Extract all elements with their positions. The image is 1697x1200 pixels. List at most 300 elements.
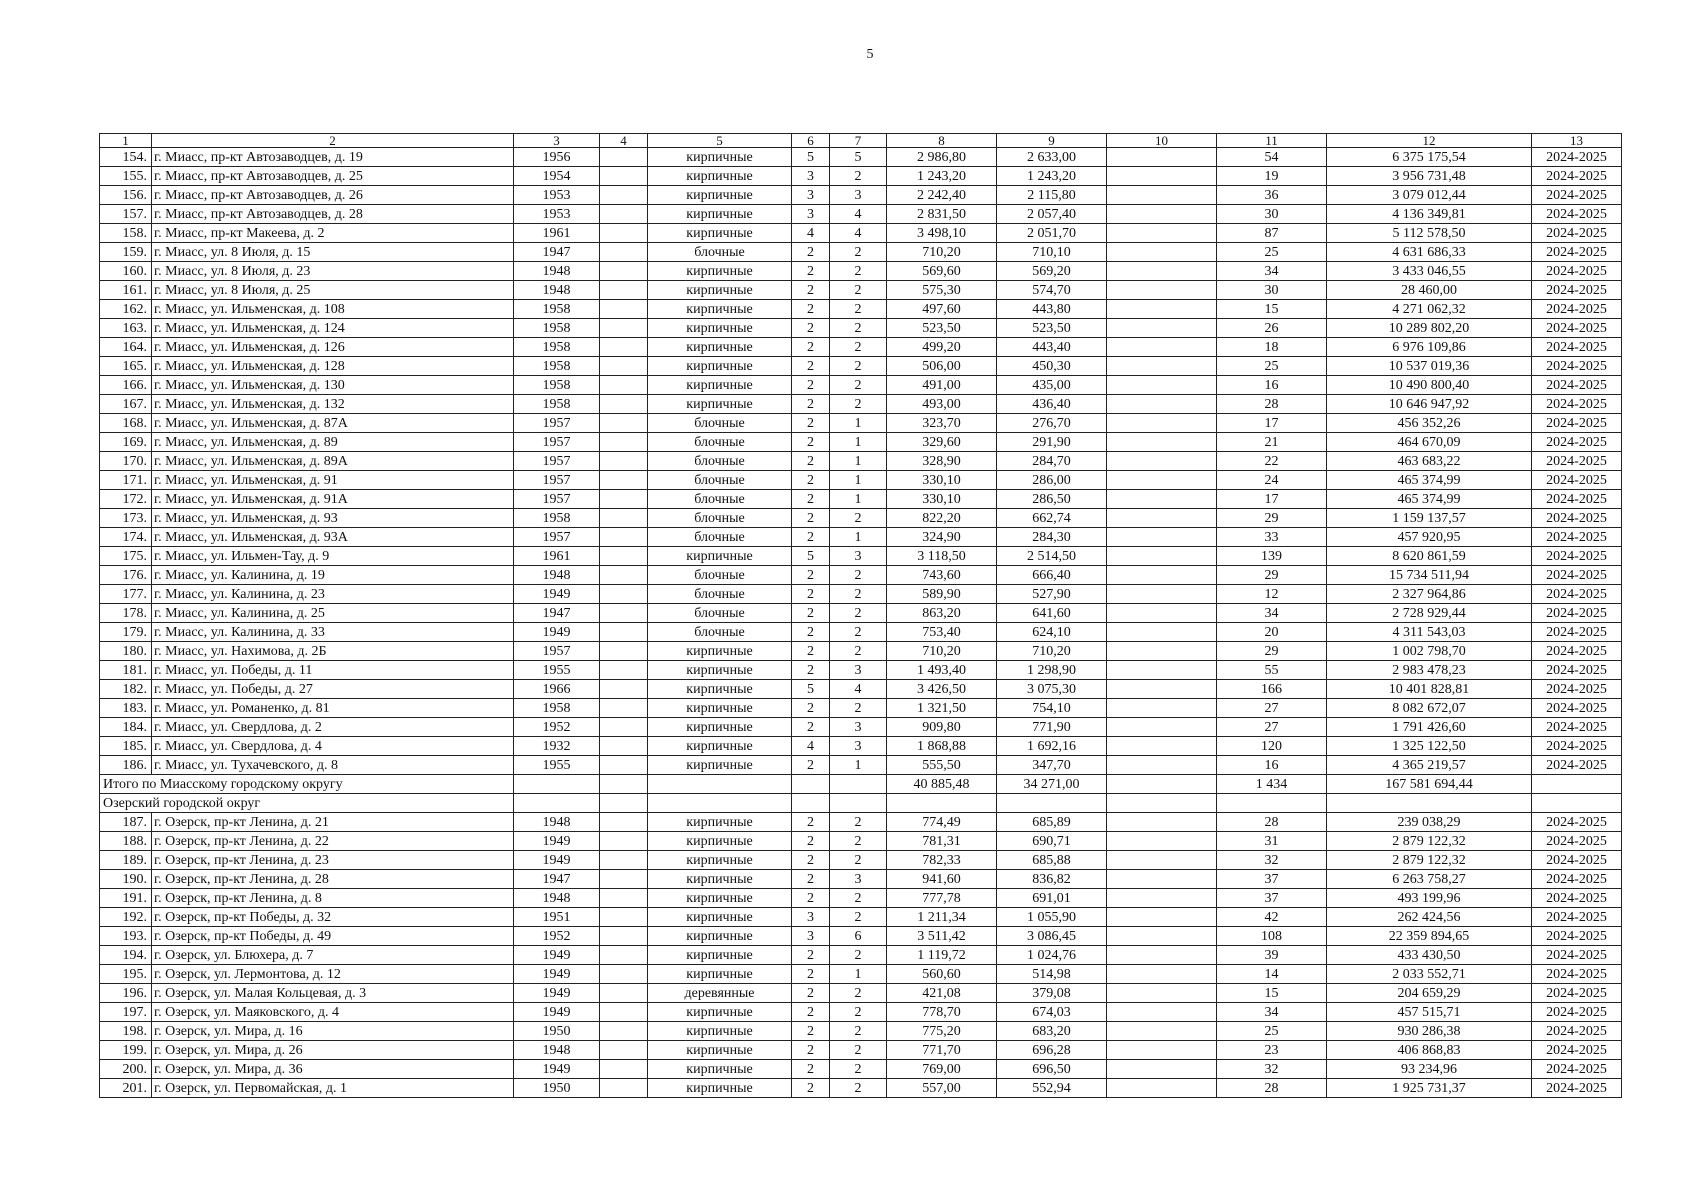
total-area-cell: 421,08: [887, 984, 997, 1003]
total-area-cell: 778,70: [887, 1003, 997, 1022]
cost-cell: 930 286,38: [1327, 1022, 1532, 1041]
premises-area-cell: 379,08: [997, 984, 1107, 1003]
floors-cell: 5: [792, 547, 830, 566]
residents-cell: 37: [1217, 889, 1327, 908]
row-number-cell: 197.: [100, 1003, 152, 1022]
year-cell: 1956: [514, 148, 600, 167]
entrances-cell: 2: [830, 832, 887, 851]
row-number-cell: 190.: [100, 870, 152, 889]
residents-cell: 139: [1217, 547, 1327, 566]
wall-material-cell: кирпичные: [648, 148, 792, 167]
total-area-cell: 909,80: [887, 718, 997, 737]
row-number-cell: 201.: [100, 1079, 152, 1098]
entrances-cell: 3: [830, 737, 887, 756]
col4-cell: [600, 452, 648, 471]
total-area-cell: 753,40: [887, 623, 997, 642]
table-row: [100, 832, 1622, 851]
period-cell: 2024-2025: [1532, 737, 1622, 756]
floors-cell: 2: [792, 566, 830, 585]
year-cell: 1953: [514, 186, 600, 205]
premises-area-cell: 3 075,30: [997, 680, 1107, 699]
entrances-cell: 2: [830, 984, 887, 1003]
col4-cell: [600, 186, 648, 205]
address-cell: г. Озерск, пр-кт Ленина, д. 22: [152, 832, 514, 851]
table-row: [100, 1079, 1622, 1098]
entrances-cell: 2: [830, 262, 887, 281]
residents-cell: 42: [1217, 908, 1327, 927]
col10-cell: [1107, 927, 1217, 946]
address-cell: г. Миасс, ул. Ильменская, д. 87А: [152, 414, 514, 433]
row-number-cell: 182.: [100, 680, 152, 699]
col10-cell: [1107, 680, 1217, 699]
floors-cell: 2: [792, 490, 830, 509]
wall-material-cell: кирпичные: [648, 1003, 792, 1022]
year-cell: 1958: [514, 395, 600, 414]
address-cell: г. Миасс, ул. Победы, д. 27: [152, 680, 514, 699]
address-cell: г. Озерск, ул. Мира, д. 36: [152, 1060, 514, 1079]
row-number-cell: 184.: [100, 718, 152, 737]
period-cell: 2024-2025: [1532, 528, 1622, 547]
col10-cell: [1107, 984, 1217, 1003]
empty-cell: [1107, 794, 1217, 813]
col4-cell: [600, 224, 648, 243]
wall-material-cell: кирпичные: [648, 680, 792, 699]
total-cost-cell: 167 581 694,44: [1327, 775, 1532, 794]
column-number-cell: 2: [152, 134, 514, 148]
col10-cell: [1107, 1041, 1217, 1060]
year-cell: 1958: [514, 338, 600, 357]
floors-cell: 3: [792, 167, 830, 186]
wall-material-cell: кирпичные: [648, 1041, 792, 1060]
col4-cell: [600, 1060, 648, 1079]
residents-cell: 28: [1217, 813, 1327, 832]
table-row: [100, 756, 1622, 775]
address-cell: г. Миасс, ул. Ильменская, д. 132: [152, 395, 514, 414]
cost-cell: 3 433 046,55: [1327, 262, 1532, 281]
entrances-cell: 1: [830, 528, 887, 547]
residents-cell: 87: [1217, 224, 1327, 243]
year-cell: 1955: [514, 661, 600, 680]
floors-cell: 2: [792, 604, 830, 623]
total-area-cell: 941,60: [887, 870, 997, 889]
residents-cell: 25: [1217, 1022, 1327, 1041]
row-number-cell: 181.: [100, 661, 152, 680]
address-cell: г. Миасс, ул. Ильмен-Тау, д. 9: [152, 547, 514, 566]
col10-cell: [1107, 300, 1217, 319]
column-number-cell: 3: [514, 134, 600, 148]
floors-cell: 3: [792, 205, 830, 224]
wall-material-cell: блочные: [648, 585, 792, 604]
period-cell: 2024-2025: [1532, 433, 1622, 452]
total-area-cell: 1 119,72: [887, 946, 997, 965]
col4-cell: [600, 908, 648, 927]
year-cell: 1949: [514, 1060, 600, 1079]
column-number-cell: 11: [1217, 134, 1327, 148]
entrances-cell: 6: [830, 927, 887, 946]
cost-cell: 6 263 758,27: [1327, 870, 1532, 889]
total-c10-cell: [1107, 775, 1217, 794]
row-number-cell: 180.: [100, 642, 152, 661]
total-area-total-cell: 40 885,48: [887, 775, 997, 794]
row-number-cell: 162.: [100, 300, 152, 319]
row-number-cell: 191.: [100, 889, 152, 908]
row-number-cell: 169.: [100, 433, 152, 452]
premises-area-cell: 435,00: [997, 376, 1107, 395]
table-row: [100, 224, 1622, 243]
total-area-cell: 771,70: [887, 1041, 997, 1060]
col10-cell: [1107, 148, 1217, 167]
residents-cell: 16: [1217, 376, 1327, 395]
wall-material-cell: кирпичные: [648, 262, 792, 281]
table-row: [100, 623, 1622, 642]
total-area-cell: 710,20: [887, 642, 997, 661]
entrances-cell: 2: [830, 604, 887, 623]
table-row: [100, 946, 1622, 965]
col4-cell: [600, 737, 648, 756]
wall-material-cell: кирпичные: [648, 1022, 792, 1041]
page-number: 5: [866, 47, 874, 62]
period-cell: 2024-2025: [1532, 452, 1622, 471]
column-number-cell: 8: [887, 134, 997, 148]
year-cell: 1958: [514, 357, 600, 376]
entrances-cell: 2: [830, 167, 887, 186]
table-row: [100, 262, 1622, 281]
address-cell: г. Миасс, ул. Калинина, д. 25: [152, 604, 514, 623]
premises-area-cell: 685,89: [997, 813, 1107, 832]
address-cell: г. Озерск, ул. Мира, д. 26: [152, 1041, 514, 1060]
floors-cell: 2: [792, 1060, 830, 1079]
premises-area-cell: 286,00: [997, 471, 1107, 490]
table-row: [100, 452, 1622, 471]
period-cell: 2024-2025: [1532, 946, 1622, 965]
table-row: [100, 167, 1622, 186]
residents-cell: 24: [1217, 471, 1327, 490]
address-cell: г. Миасс, ул. Ильменская, д. 130: [152, 376, 514, 395]
premises-area-cell: 1 243,20: [997, 167, 1107, 186]
year-cell: 1948: [514, 566, 600, 585]
wall-material-cell: кирпичные: [648, 1079, 792, 1098]
year-cell: 1961: [514, 224, 600, 243]
col4-cell: [600, 984, 648, 1003]
address-cell: г. Миасс, ул. 8 Июля, д. 15: [152, 243, 514, 262]
address-cell: г. Миасс, ул. Ильменская, д. 108: [152, 300, 514, 319]
year-cell: 1958: [514, 699, 600, 718]
col4-cell: [600, 433, 648, 452]
floors-cell: 2: [792, 699, 830, 718]
year-cell: 1948: [514, 813, 600, 832]
total-area-cell: 3 426,50: [887, 680, 997, 699]
premises-area-cell: 2 115,80: [997, 186, 1107, 205]
floors-cell: 2: [792, 718, 830, 737]
row-number-cell: 155.: [100, 167, 152, 186]
total-area-cell: 774,49: [887, 813, 997, 832]
floors-cell: 5: [792, 148, 830, 167]
column-number-cell: 7: [830, 134, 887, 148]
address-cell: г. Миасс, ул. Калинина, д. 23: [152, 585, 514, 604]
cost-cell: 1 791 426,60: [1327, 718, 1532, 737]
period-cell: 2024-2025: [1532, 243, 1622, 262]
cost-cell: 493 199,96: [1327, 889, 1532, 908]
total-year-cell: [514, 775, 600, 794]
year-cell: 1957: [514, 528, 600, 547]
row-number-cell: 198.: [100, 1022, 152, 1041]
address-cell: г. Миасс, ул. Ильменская, д. 89А: [152, 452, 514, 471]
address-cell: г. Миасс, ул. Калинина, д. 19: [152, 566, 514, 585]
col4-cell: [600, 490, 648, 509]
entrances-cell: 2: [830, 1079, 887, 1098]
floors-cell: 2: [792, 889, 830, 908]
wall-material-cell: кирпичные: [648, 813, 792, 832]
period-cell: 2024-2025: [1532, 300, 1622, 319]
premises-area-cell: 662,74: [997, 509, 1107, 528]
total-area-cell: 3 498,10: [887, 224, 997, 243]
col10-cell: [1107, 205, 1217, 224]
col4-cell: [600, 167, 648, 186]
period-cell: 2024-2025: [1532, 984, 1622, 1003]
year-cell: 1947: [514, 243, 600, 262]
address-cell: г. Миасс, ул. Ильменская, д. 128: [152, 357, 514, 376]
floors-cell: 2: [792, 984, 830, 1003]
address-cell: г. Озерск, ул. Мира, д. 16: [152, 1022, 514, 1041]
cost-cell: 465 374,99: [1327, 490, 1532, 509]
col10-cell: [1107, 585, 1217, 604]
wall-material-cell: кирпичные: [648, 338, 792, 357]
floors-cell: 2: [792, 965, 830, 984]
residents-cell: 32: [1217, 1060, 1327, 1079]
cost-cell: 457 515,71: [1327, 1003, 1532, 1022]
row-number-cell: 172.: [100, 490, 152, 509]
table-row: [100, 148, 1622, 167]
total-area-cell: 710,20: [887, 243, 997, 262]
table-row: [100, 585, 1622, 604]
residents-cell: 22: [1217, 452, 1327, 471]
col10-cell: [1107, 642, 1217, 661]
premises-area-cell: 2 514,50: [997, 547, 1107, 566]
col10-cell: [1107, 262, 1217, 281]
col10-cell: [1107, 870, 1217, 889]
year-cell: 1949: [514, 965, 600, 984]
floors-cell: 2: [792, 471, 830, 490]
empty-cell: [600, 794, 648, 813]
col4-cell: [600, 832, 648, 851]
wall-material-cell: деревянные: [648, 984, 792, 1003]
col4-cell: [600, 338, 648, 357]
cost-cell: 1 159 137,57: [1327, 509, 1532, 528]
entrances-cell: 2: [830, 319, 887, 338]
premises-area-cell: 710,10: [997, 243, 1107, 262]
col4-cell: [600, 395, 648, 414]
wall-material-cell: блочные: [648, 604, 792, 623]
floors-cell: 3: [792, 927, 830, 946]
cost-cell: 3 079 012,44: [1327, 186, 1532, 205]
column-number-cell: 12: [1327, 134, 1532, 148]
premises-area-cell: 284,30: [997, 528, 1107, 547]
cost-cell: 2 879 122,32: [1327, 832, 1532, 851]
row-number-cell: 171.: [100, 471, 152, 490]
wall-material-cell: кирпичные: [648, 319, 792, 338]
col10-cell: [1107, 851, 1217, 870]
table-row: [100, 604, 1622, 623]
residents-cell: 14: [1217, 965, 1327, 984]
col10-cell: [1107, 946, 1217, 965]
total-area-cell: 575,30: [887, 281, 997, 300]
entrances-cell: 1: [830, 433, 887, 452]
column-number-cell: 4: [600, 134, 648, 148]
total-area-cell: 1 493,40: [887, 661, 997, 680]
residents-cell: 23: [1217, 1041, 1327, 1060]
row-number-cell: 170.: [100, 452, 152, 471]
residents-cell: 12: [1217, 585, 1327, 604]
wall-material-cell: кирпичные: [648, 718, 792, 737]
premises-area-cell: 2 057,40: [997, 205, 1107, 224]
cost-cell: 4 311 543,03: [1327, 623, 1532, 642]
row-number-cell: 185.: [100, 737, 152, 756]
col10-cell: [1107, 357, 1217, 376]
table-row: [100, 433, 1622, 452]
col10-cell: [1107, 224, 1217, 243]
row-number-cell: 161.: [100, 281, 152, 300]
table-row: [100, 300, 1622, 319]
cost-cell: 2 879 122,32: [1327, 851, 1532, 870]
table-row: [100, 186, 1622, 205]
address-cell: г. Озерск, пр-кт Ленина, д. 23: [152, 851, 514, 870]
entrances-cell: 2: [830, 585, 887, 604]
address-cell: г. Миасс, ул. Свердлова, д. 2: [152, 718, 514, 737]
col10-cell: [1107, 452, 1217, 471]
table-row: [100, 642, 1622, 661]
floors-cell: 2: [792, 1022, 830, 1041]
col4-cell: [600, 1041, 648, 1060]
address-cell: г. Миасс, ул. 8 Июля, д. 23: [152, 262, 514, 281]
table-row: [100, 205, 1622, 224]
residents-cell: 54: [1217, 148, 1327, 167]
period-cell: 2024-2025: [1532, 661, 1622, 680]
row-number-cell: 163.: [100, 319, 152, 338]
year-cell: 1958: [514, 376, 600, 395]
address-cell: г. Миасс, ул. Ильменская, д. 89: [152, 433, 514, 452]
premises-area-cell: 291,90: [997, 433, 1107, 452]
residents-cell: 21: [1217, 433, 1327, 452]
wall-material-cell: кирпичные: [648, 908, 792, 927]
premises-area-cell: 569,20: [997, 262, 1107, 281]
entrances-cell: 4: [830, 680, 887, 699]
table-row: [100, 1003, 1622, 1022]
period-cell: 2024-2025: [1532, 509, 1622, 528]
premises-area-cell: 754,10: [997, 699, 1107, 718]
period-cell: 2024-2025: [1532, 414, 1622, 433]
table-row: [100, 680, 1622, 699]
total-area-cell: 2 831,50: [887, 205, 997, 224]
period-cell: 2024-2025: [1532, 699, 1622, 718]
address-cell: г. Миасс, ул. Романенко, д. 81: [152, 699, 514, 718]
wall-material-cell: кирпичные: [648, 965, 792, 984]
table-row: [100, 547, 1622, 566]
row-number-cell: 188.: [100, 832, 152, 851]
year-cell: 1957: [514, 490, 600, 509]
period-cell: 2024-2025: [1532, 319, 1622, 338]
cost-cell: 1 002 798,70: [1327, 642, 1532, 661]
empty-cell: [648, 794, 792, 813]
col10-cell: [1107, 756, 1217, 775]
wall-material-cell: кирпичные: [648, 642, 792, 661]
cost-cell: 457 920,95: [1327, 528, 1532, 547]
total-c4-cell: [600, 775, 648, 794]
col10-cell: [1107, 813, 1217, 832]
entrances-cell: 3: [830, 870, 887, 889]
total-area-cell: 493,00: [887, 395, 997, 414]
premises-area-cell: 685,88: [997, 851, 1107, 870]
residents-cell: 27: [1217, 699, 1327, 718]
col10-cell: [1107, 528, 1217, 547]
cost-cell: 10 289 802,20: [1327, 319, 1532, 338]
table-row: [100, 1060, 1622, 1079]
col4-cell: [600, 661, 648, 680]
period-cell: 2024-2025: [1532, 585, 1622, 604]
total-area-cell: 777,78: [887, 889, 997, 908]
premises-area-cell: 3 086,45: [997, 927, 1107, 946]
period-cell: 2024-2025: [1532, 547, 1622, 566]
entrances-cell: 2: [830, 813, 887, 832]
entrances-cell: 2: [830, 566, 887, 585]
total-area-cell: 323,70: [887, 414, 997, 433]
floors-cell: 2: [792, 433, 830, 452]
col4-cell: [600, 148, 648, 167]
col10-cell: [1107, 490, 1217, 509]
period-cell: 2024-2025: [1532, 604, 1622, 623]
col10-cell: [1107, 547, 1217, 566]
wall-material-cell: кирпичные: [648, 205, 792, 224]
registry-body: [100, 134, 1622, 1098]
year-cell: 1949: [514, 832, 600, 851]
period-cell: 2024-2025: [1532, 167, 1622, 186]
table-row: [100, 870, 1622, 889]
entrances-cell: 2: [830, 642, 887, 661]
period-cell: 2024-2025: [1532, 1022, 1622, 1041]
year-cell: 1947: [514, 870, 600, 889]
cost-cell: 10 490 800,40: [1327, 376, 1532, 395]
row-number-cell: 187.: [100, 813, 152, 832]
row-number-cell: 186.: [100, 756, 152, 775]
residents-cell: 16: [1217, 756, 1327, 775]
table-row: [100, 908, 1622, 927]
wall-material-cell: кирпичные: [648, 851, 792, 870]
total-area-cell: 497,60: [887, 300, 997, 319]
total-area-cell: 491,00: [887, 376, 997, 395]
cost-cell: 2 983 478,23: [1327, 661, 1532, 680]
cost-cell: 4 365 219,57: [1327, 756, 1532, 775]
col4-cell: [600, 300, 648, 319]
table-row: [100, 243, 1622, 262]
empty-cell: [1532, 794, 1622, 813]
premises-area-cell: 696,28: [997, 1041, 1107, 1060]
col10-cell: [1107, 395, 1217, 414]
wall-material-cell: кирпичные: [648, 737, 792, 756]
floors-cell: 2: [792, 452, 830, 471]
address-cell: г. Озерск, ул. Маяковского, д. 4: [152, 1003, 514, 1022]
premises-area-cell: 666,40: [997, 566, 1107, 585]
row-number-cell: 189.: [100, 851, 152, 870]
row-number-cell: 195.: [100, 965, 152, 984]
address-cell: г. Миасс, ул. 8 Июля, д. 25: [152, 281, 514, 300]
cost-cell: 10 646 947,92: [1327, 395, 1532, 414]
row-number-cell: 167.: [100, 395, 152, 414]
column-number-row: [100, 134, 1622, 148]
table-row: [100, 338, 1622, 357]
col4-cell: [600, 965, 648, 984]
col10-cell: [1107, 1022, 1217, 1041]
empty-cell: [887, 794, 997, 813]
premises-area-cell: 691,01: [997, 889, 1107, 908]
